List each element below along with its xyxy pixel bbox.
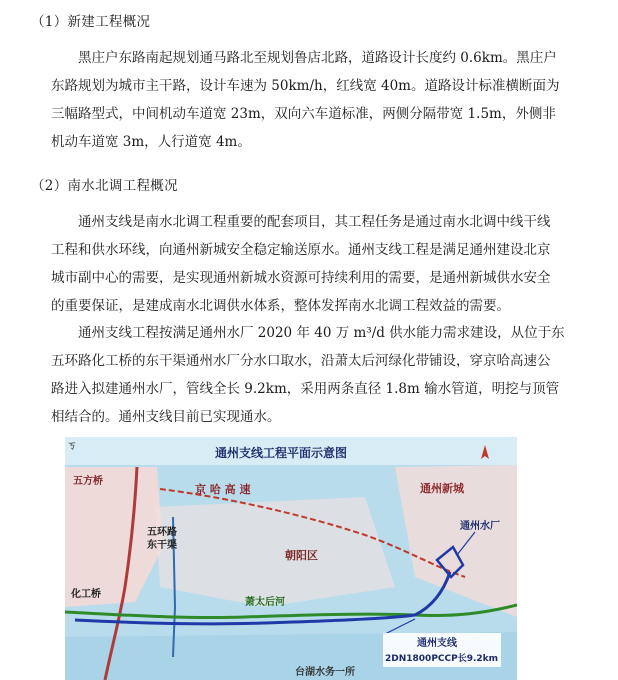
map-label-chaoyang: 朝阳区 [285, 549, 318, 562]
section-2-paragraph-2 [51, 319, 571, 431]
paragraph-line: 相结合的。通州支线目前已实现通水。 [51, 409, 281, 425]
urban-area-chaoyang [155, 497, 395, 607]
section-2-paragraph-1 [51, 208, 571, 320]
map-label-taihu: 台湖水务一所 [295, 667, 355, 678]
paragraph-line: 通州支线工程按满足通州水厂 2020 年 40 万 m³/d 供水能力需求建设，从位于东 [78, 325, 565, 341]
map-label-tongzhou-xincheng: 通州新城 [420, 482, 464, 495]
paragraph-line: 路进入拟建通州水厂，管线全长 9.2km，采用两条直径 1.8m 输水管道，明挖与顶管 [51, 381, 560, 397]
map-label-pipeline: 通州支线 [417, 638, 457, 649]
paragraph-line: 黑庄户东路南起规划通马路北至规划鲁店北路，道路设计长度约 0.6km。黑庄户 [78, 50, 557, 66]
map-label-wufang: 五方桥 [73, 476, 103, 487]
section-1-paragraph [51, 44, 571, 156]
map-title: 通州支线工程平面示意图 [215, 446, 348, 460]
paragraph-line: 三幅路型式，中间机动车道宽 23m，双向六车道标准，两侧分隔带宽 1.5m，外侧非 [51, 106, 556, 122]
map-label-jingha: 京 哈 高 速 [195, 483, 251, 496]
paragraph-line: 的重要保证，是建成南水北调供水体系，整体发挥南水北调工程效益的需要。 [51, 298, 510, 314]
pipeline-map [65, 437, 517, 680]
map-label-xiaotaihou: 萧太后河 [245, 597, 285, 608]
paragraph-line: 通州支线是南水北调工程重要的配套项目，其工程任务是通过南水北调中线干线 [78, 214, 551, 230]
pipeline-map-figure [65, 437, 517, 680]
section-2-heading: （2）南水北调工程概况 [31, 178, 178, 194]
paragraph-line: 东路规划为城市主干路，设计车速为 50km/h，红线宽 40m。道路设计标准横断面为 [51, 78, 560, 94]
paragraph-line: 机动车道宽 3m，人行道宽 4m。 [51, 134, 251, 150]
map-label-pipeline-spec: 2DN1800PCCP长9.2km [385, 654, 499, 664]
map-label-huagong: 化工桥 [71, 589, 101, 600]
paragraph-line: 工程和供水环线，向通州新城安全稳定输送原水。通州支线工程是满足通州建设北京 [51, 242, 551, 258]
map-label-donggan: 东干渠 [147, 540, 177, 551]
paragraph-line: 城市副中心的需要，是实现通州新城水资源可持续利用的需要，是通州新城供水安全 [51, 270, 551, 286]
map-label-wuhuan: 五环路 [147, 527, 177, 538]
map-label-water-plant: 通州水厂 [460, 521, 500, 532]
map-label-corner: ㄎ [67, 441, 77, 452]
section-1-heading: （1）新建工程概况 [31, 14, 151, 30]
paragraph-line: 五环路化工桥的东干渠通州水厂分水口取水，沿萧太后河绿化带铺设，穿京哈高速公 [51, 353, 551, 369]
